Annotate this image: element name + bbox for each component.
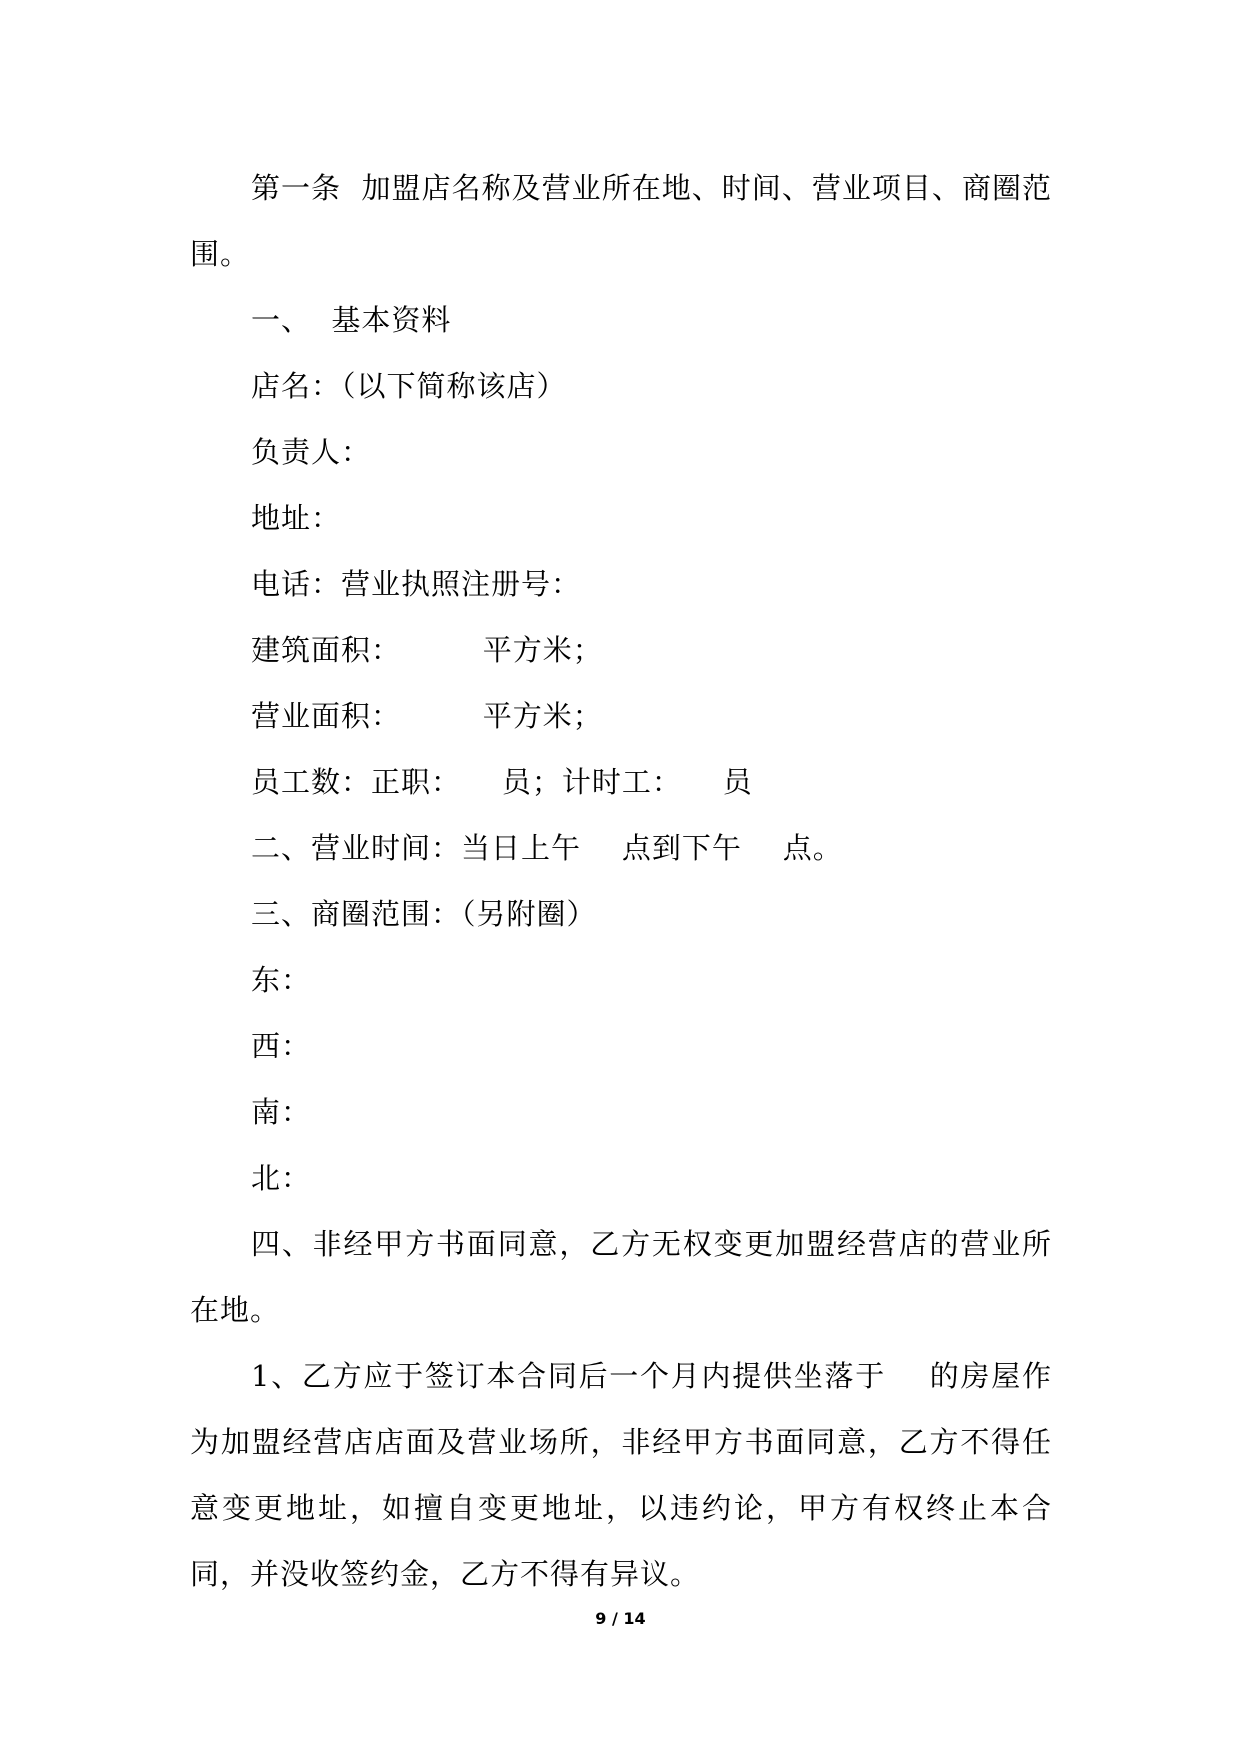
field-south: 南：: [251, 1095, 312, 1129]
field-store-name: 店名：（以下简称该店）: [251, 369, 567, 403]
field-west: 西：: [251, 1029, 312, 1063]
field-staff-count: 员工数：正职： 员；计时工： 员: [251, 765, 753, 799]
field-person-in-charge: 负责人：: [251, 435, 372, 469]
section-location-change: 四、非经甲方书面同意，乙方无权变更加盟经营店的营业所在地。: [190, 1227, 1052, 1327]
section-basic-info: 一、 基本资料: [251, 303, 452, 337]
section-business-hours: 二、营业时间：当日上午 点到下午 点。: [251, 831, 843, 865]
document-body: [190, 155, 1052, 1607]
field-address: 地址：: [251, 501, 342, 535]
article-heading: 第一条 加盟店名称及营业所在地、时间、营业项目、商圈范围。: [190, 171, 1052, 271]
field-north: 北：: [251, 1161, 312, 1195]
field-building-area: 建筑面积： 平方米；: [251, 633, 603, 667]
page-number: 9 / 14: [595, 1609, 646, 1628]
field-business-area: 营业面积： 平方米；: [251, 699, 603, 733]
field-phone-license: 电话：营业执照注册号：: [251, 567, 582, 601]
field-east: 东：: [251, 963, 312, 997]
clause-1: 1、乙方应于签订本合同后一个月内提供坐落于 的房屋作为加盟经营店店面及营业场所，非经甲方书面同意，乙方不得任意变更地址，如擅自变更地址，以违约论，甲方有权终止本合同，并没收签约金，乙方不得有异议。: [190, 1359, 1052, 1591]
section-trade-area: 三、商圈范围：（另附圈）: [251, 897, 597, 931]
